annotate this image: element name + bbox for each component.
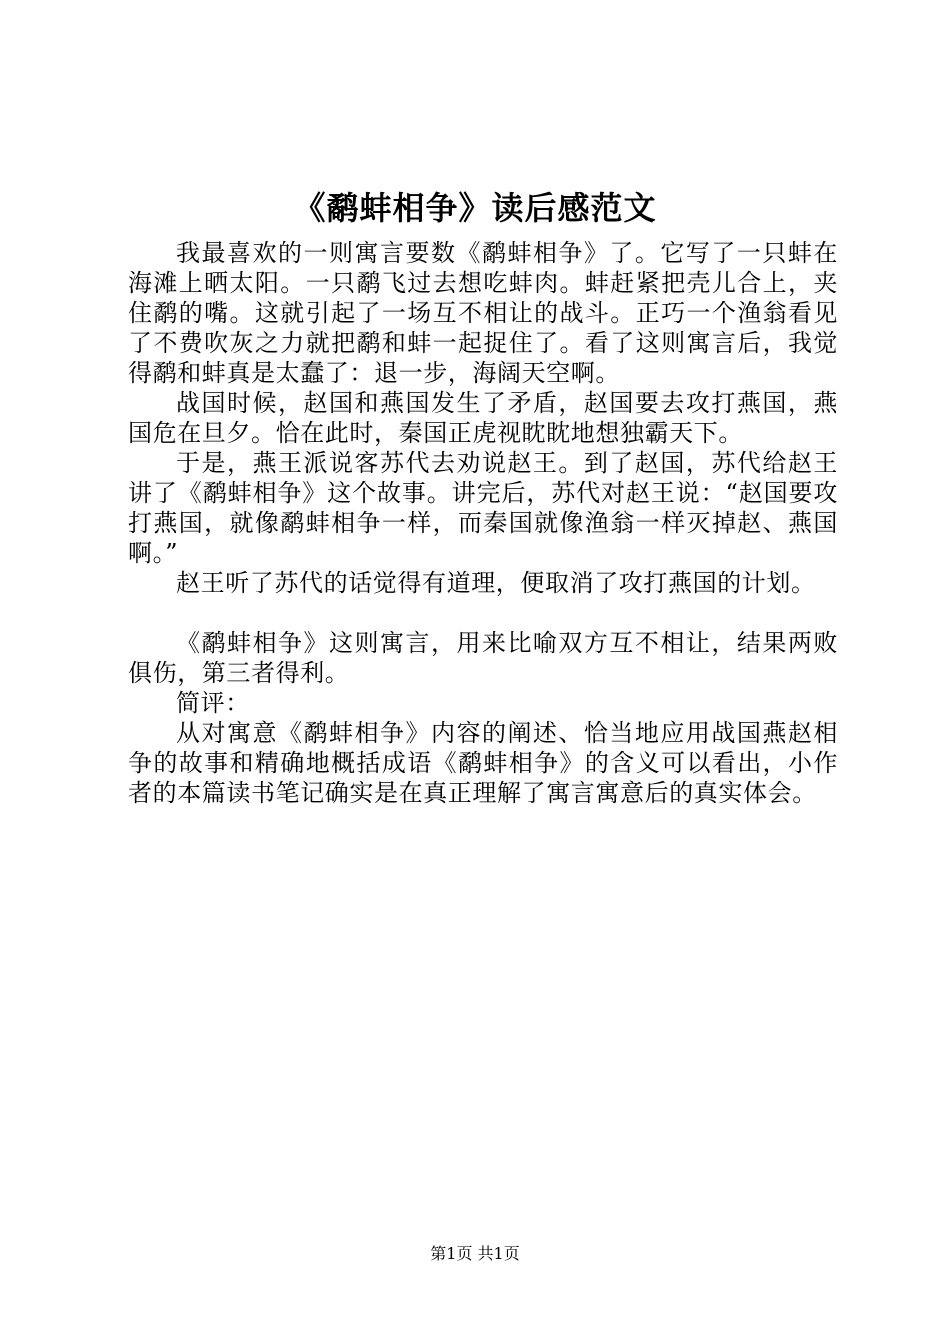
paragraph: 于是，燕王派说客苏代去劝说赵王。到了赵国，苏代给赵王讲了《鹬蚌相争》这个故事。讲完后，苏代对赵王说：“赵国要攻打燕国，就像鹬蚌相争一样，而秦国就像渔翁一样灭掉赵、燕国啊。”: [128, 449, 838, 567]
paragraph: 从对寓意《鹬蚌相争》内容的阐述、恰当地应用战国燕赵相争的故事和精确地概括成语《鹬蚌相争》的含义可以看出，小作者的本篇读书笔记确实是在真正理解了寓言寓意后的真实体会。: [128, 719, 838, 807]
paragraph: 战国时候，赵国和燕国发生了矛盾，赵国要去攻打燕国，燕国危在旦夕。恰在此时，秦国正虎视眈眈地想独霸天下。: [128, 389, 838, 447]
paragraph: 赵王听了苏代的话觉得有道理，便取消了攻打燕国的计划。: [176, 569, 816, 597]
comment-heading: 简评：: [176, 689, 250, 717]
paragraph: 我最喜欢的一则寓言要数《鹬蚌相争》了。它写了一只蚌在海滩上晒太阳。一只鹬飞过去想吃蚌肉。蚌赶紧把壳儿合上，夹住鹬的嘴。这就引起了一场互不相让的战斗。正巧一个渔翁看见了不费吹灰之力就把鹬和蚌一起捉住了。看了这则寓言后，我觉得鹬和蚌真是太蠢了：退一步，海阔天空啊。: [128, 239, 838, 387]
document-title: 《鹬蚌相争》读后感范文: [293, 189, 657, 227]
paragraph: 《鹬蚌相争》这则寓言，用来比喻双方互不相让，结果两败俱伤，第三者得利。: [128, 629, 838, 687]
page-footer: 第1页 共1页: [430, 1244, 520, 1263]
document-body: [128, 238, 838, 808]
